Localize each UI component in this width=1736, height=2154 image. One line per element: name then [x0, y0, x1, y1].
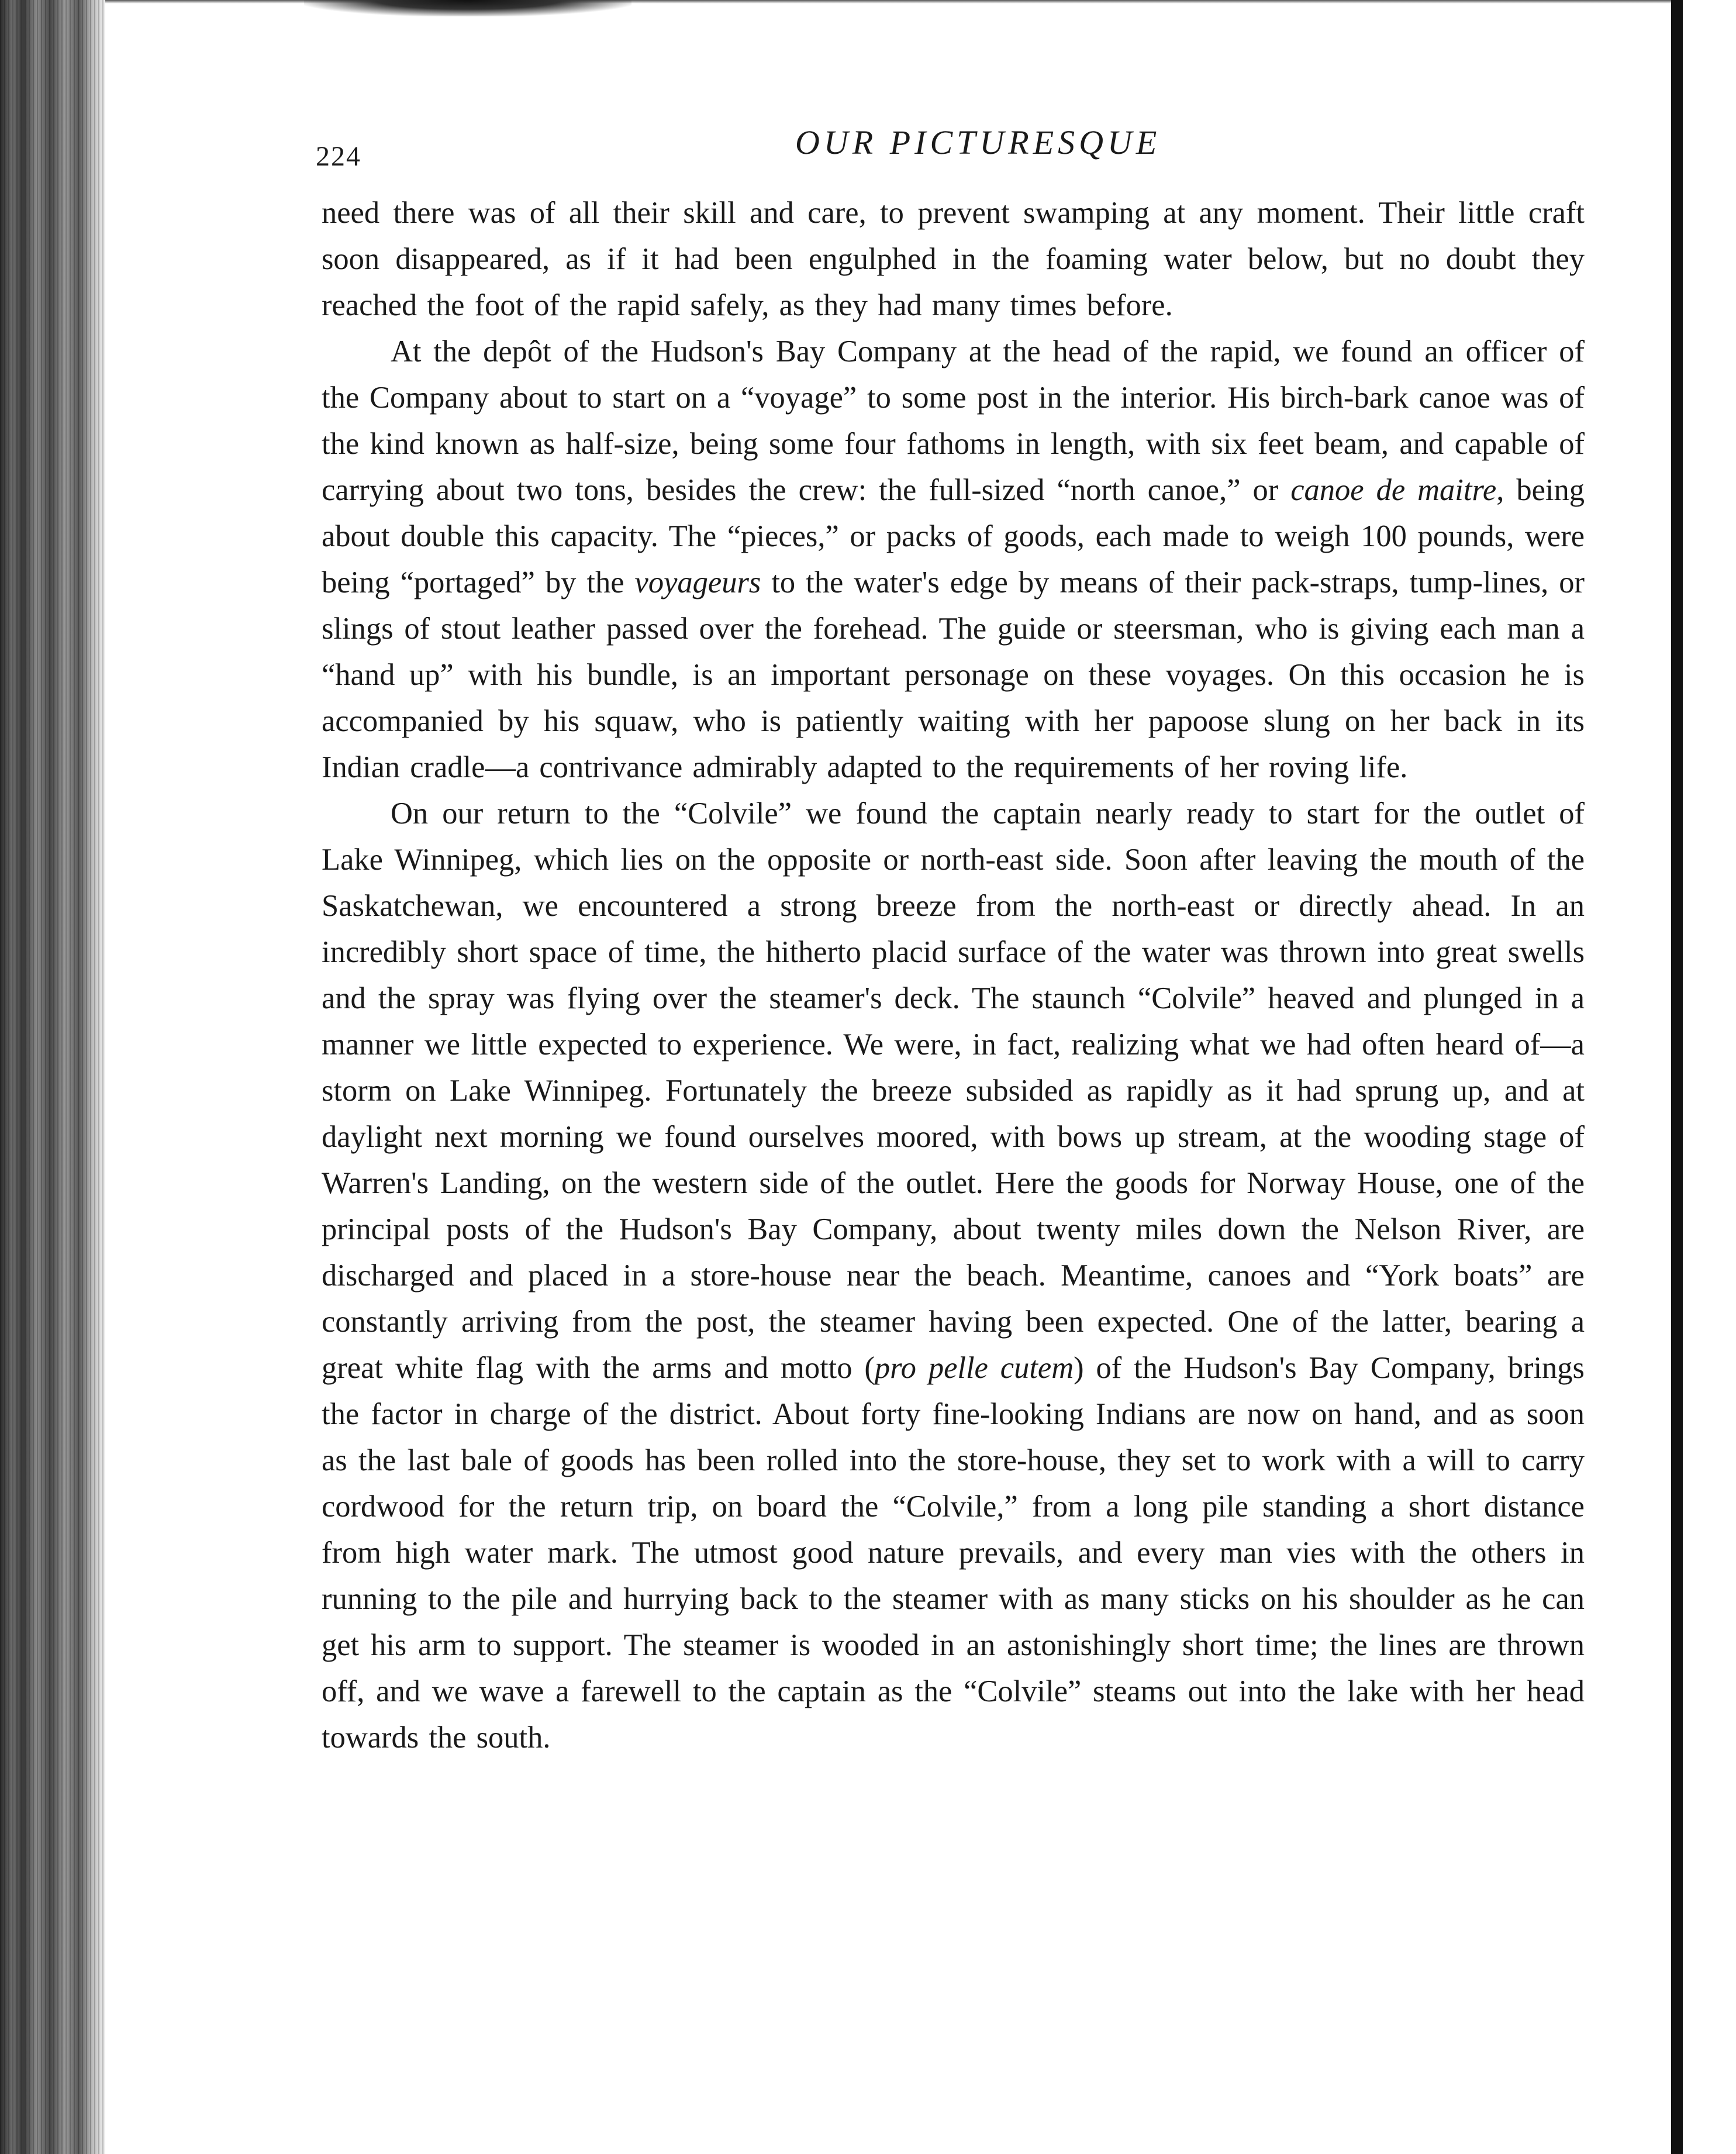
italic-phrase: canoe de maitre — [1290, 473, 1497, 507]
scan-right-margin — [1683, 0, 1736, 2154]
scan-right-edge — [1671, 0, 1683, 2154]
page-number: 224 — [316, 141, 361, 172]
paragraph — [322, 791, 1585, 1761]
text-run: , being about double this capacity. The “pieces,” or packs of goods, each made to weigh 100 pounds, were being “portaged” by the — [322, 473, 1585, 599]
running-title: OUR PICTURESQUE — [795, 123, 1161, 161]
text-run: At the depôt of the Hudson's Bay Company at the head of the rapid, we found an officer of the Company about to start on a “voyage” to some post in the interior. His birch-bark canoe was of the kind known as half-size, being some four fathoms in length, with six feet beam, and capable of carrying about two tons, besides the crew: the full-sized “north canoe,” or — [322, 335, 1585, 507]
text-run: need there was of all their skill and care, to prevent swamping at any moment. Their little craft soon disappeared, as if it had been engulphed in the foaming water below, but no doubt they reached the foot of the rapid safely, as they had many times before. — [322, 196, 1585, 322]
italic-phrase: pro pelle cutem — [874, 1351, 1074, 1385]
italic-phrase: voyageurs — [634, 566, 761, 599]
scan-page-stack — [0, 0, 105, 2154]
paragraph — [322, 329, 1585, 791]
text-run: ) of the Hudson's Bay Company, brings the factor in charge of the district. About forty fine-looking Indians are now on hand, and as soon as the last bale of goods has been rolled into the store-house, they set to work with a will to carry cordwood for the return trip, on board the “Colvile,” from a long pile standing a short distance from high water mark. The utmost good nature prevails, and every man vies with the others in running to the pile and hurrying back to the steamer with as many sticks on his shoulder as he can get his arm to support. The steamer is wooded in an astonishingly short time; the lines are thrown off, and we wave a farewell to the captain as the “Colvile” steams out into the lake with her head towards the south. — [322, 1351, 1585, 1755]
text-run: to the water's edge by means of their pack-straps, tump-lines, or slings of stout leather passed over the forehead. The guide or steersman, who is giving each man a “hand up” with his bundle, is an important personage on these voyages. On this occasion he is accompanied by his squaw, who is patiently waiting with her papoose slung on her back in its Indian cradle—a contrivance admirably adapted to the requirements of her roving life. — [322, 566, 1585, 784]
paragraph — [322, 190, 1585, 329]
scan-top-smudge — [304, 0, 631, 16]
page-header — [316, 123, 1590, 170]
text-run: On our return to the “Colvile” we found the captain nearly ready to start for the outlet of Lake Winnipeg, which lies on the opposite or north-east side. Soon after leaving the mouth of the Saskatchewan, we encountered a strong breeze from the north-east or directly ahead. In an incredibly short space of time, the hitherto placid surface of the water was thrown into great swells and the spray was flying over the steamer's deck. The staunch “Colvile” heaved and plunged in a manner we little expected to experience. We were, in fact, realizing what we had often heard of—a storm on Lake Winnipeg. Fortunately the breeze subsided as rapidly as it had sprung up, and at daylight next morning we found ourselves moored, with bows up stream, at the wooding stage of Warren's Landing, on the western side of the outlet. Here the goods for Norway House, one of the principal posts of the Hudson's Bay Company, about twenty miles down the Nelson River, are discharged and placed in a store-house near the beach. Meantime, canoes and “York boats” are constantly arriving from the post, the steamer having been expected. One of the latter, bearing a great white flag with the arms and motto ( — [322, 797, 1585, 1385]
body-text — [322, 190, 1585, 1761]
